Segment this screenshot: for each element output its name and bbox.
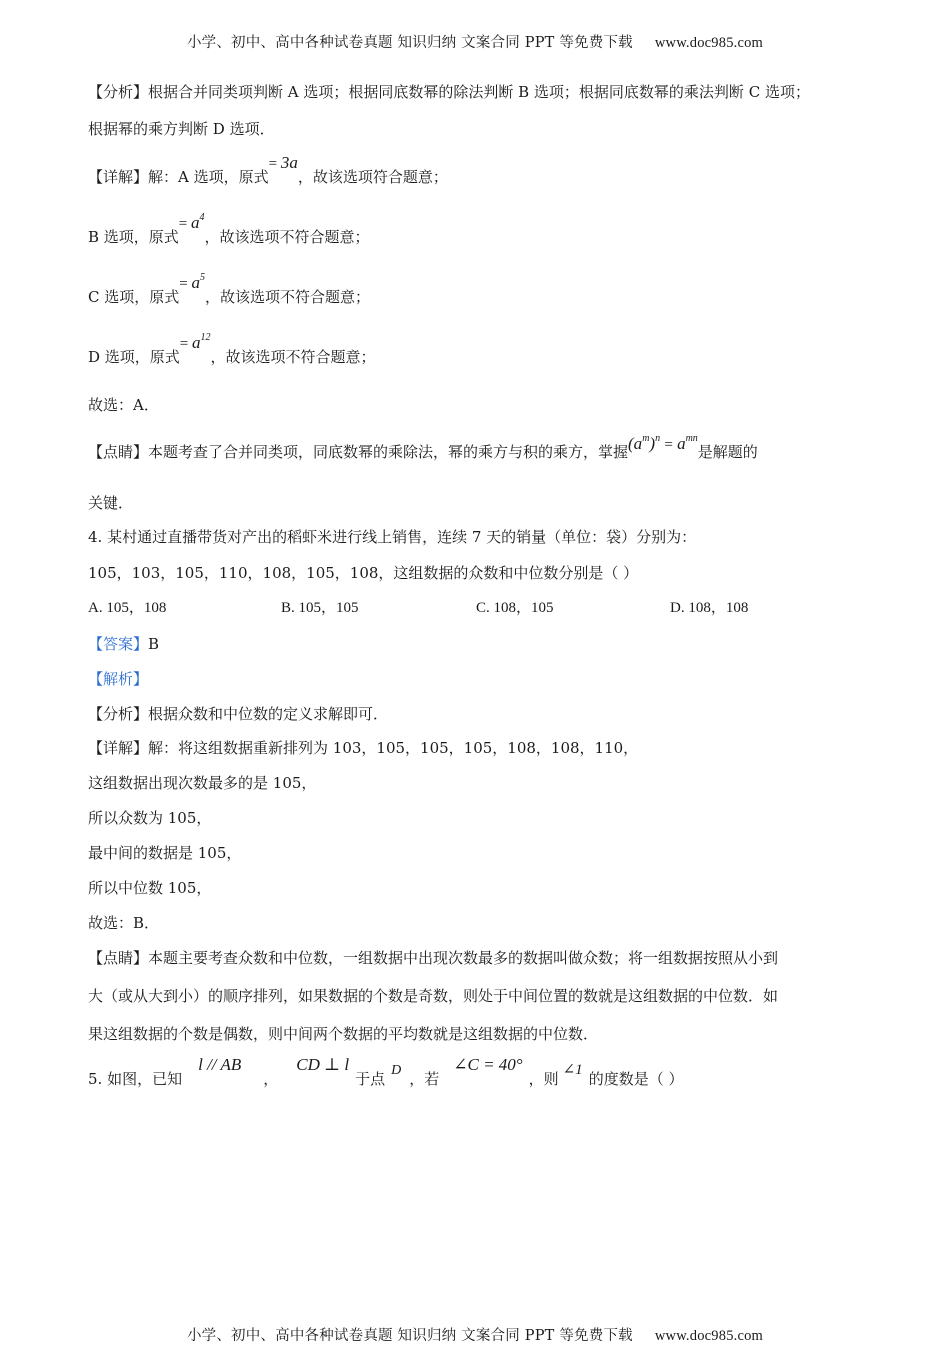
q5-math-point: D — [391, 1063, 402, 1078]
q5-math-parallel: l // AB — [198, 1055, 242, 1074]
q3-c-suffix: ，故该选项不符合题意； — [204, 288, 370, 306]
q4-stem-line2: 105，103，105，110，108，105，108，这组数据的众数和中位数分别是（ ） — [88, 564, 639, 582]
q3-math-c: = $a^5$ — [179, 272, 205, 292]
q5-math-perp: CD ⊥ l — [296, 1055, 350, 1074]
q3-comment-prefix: 【点睛】本题考查了合并同类项，同底数幂的乘除法，幂的乘方与积的乘方，掌握 — [88, 443, 629, 461]
q3-detail-prefix: 【详解】解：A 选项，原式 — [88, 168, 269, 186]
q4-option-c: C. 108，105 — [476, 600, 554, 616]
q4-answer-value: B — [148, 635, 160, 653]
q3-detail-a — [88, 153, 878, 188]
q5-mid2: ，若 — [409, 1070, 440, 1088]
q4-option-a: A. 105，108 — [88, 600, 167, 616]
q4-answer-label: 【答案】 — [88, 635, 149, 653]
q3-b-prefix: B 选项，原式 — [88, 228, 179, 246]
q4-option-d: D. 108，108 — [670, 600, 749, 616]
page-header — [0, 31, 950, 52]
header-site: www.doc985.com — [654, 35, 764, 51]
q4-comment-line3: 果这组数据的个数是偶数，则中间两个数据的平均数就是这组数据的中位数． — [88, 1025, 599, 1043]
footer-text: 小学、初中、高中各种试卷真题 知识归纳 文案合同 PPT 等免费下载 — [186, 1328, 633, 1344]
q4-option-b: B. 105，105 — [281, 600, 359, 616]
q3-analysis-line1: 【分析】根据合并同类项判断 A 选项；根据同底数幂的除法判断 B 选项；根据同底数幂的乘法判断 C 选项； — [88, 83, 810, 101]
q5-sep1: ， — [263, 1070, 279, 1088]
q3-c-prefix: C 选项，原式 — [88, 288, 180, 306]
q4-line-b: 所以众数为 105， — [88, 809, 212, 827]
q5-mid3: ，则 — [528, 1070, 559, 1088]
q5-stem — [88, 1055, 878, 1091]
q3-choose: 故选：A． — [88, 396, 159, 414]
q3-comment-end: 关键． — [88, 494, 134, 512]
q3-detail-a-suffix: ，故该选项符合题意； — [297, 168, 448, 186]
q4-line-a: 这组数据出现次数最多的是 105， — [88, 774, 317, 792]
q4-line-c: 最中间的数据是 105， — [88, 844, 242, 862]
q3-comment-suffix: 是解题的 — [697, 443, 758, 461]
q3-math-a: = 3a — [268, 153, 298, 172]
q5-prefix: 5. 如图，已知 — [88, 1070, 183, 1088]
q3-detail-b — [88, 212, 878, 250]
q4-answer — [88, 634, 878, 654]
q5-math-angle1: ∠1 — [562, 1062, 583, 1078]
q3-detail-c — [88, 272, 878, 310]
header-text: 小学、初中、高中各种试卷真题 知识归纳 文案合同 PPT 等免费下载 — [186, 35, 633, 51]
q4-jiexi-label: 【解析】 — [88, 670, 149, 688]
q5-math-angle: ∠C = 40° — [453, 1055, 523, 1074]
q4-analysis: 【分析】根据众数和中位数的定义求解即可． — [88, 705, 389, 723]
footer-site: www.doc985.com — [654, 1328, 764, 1344]
q4-detail: 【详解】解：将这组数据重新排列为 103，105，105，105，108，108，110， — [88, 739, 639, 757]
q3-math-b: = $a^4$ — [178, 212, 205, 232]
q3-comment-formula: $(a^m)^n = a^{mn}$ — [628, 433, 698, 453]
q4-choose: 故选：B． — [88, 914, 160, 932]
q3-d-prefix: D 选项，原式 — [88, 348, 180, 366]
q4-stem-line1: 4. 某村通过直播带货对产出的稻虾米进行线上销售，连续 7 天的销量（单位：袋）分别为： — [88, 528, 697, 546]
q4-comment-line2: 大（或从大到小）的顺序排列，如果数据的个数是奇数，则处于中间位置的数就是这组数据的中位数．如 — [88, 987, 779, 1005]
q3-b-suffix: ，故该选项不符合题意； — [204, 228, 370, 246]
q4-comment-line1: 【点睛】本题主要考查众数和中位数，一组数据中出现次数最多的数据叫做众数；将一组数据按照从小到 — [88, 949, 779, 967]
q3-detail-d — [88, 332, 878, 370]
page-footer — [0, 1324, 950, 1345]
q3-comment — [88, 433, 878, 465]
q5-suffix: 的度数是（ ） — [588, 1070, 684, 1088]
q3-math-d: = $a^{12}$ — [179, 332, 211, 352]
q5-mid: 于点 — [355, 1070, 386, 1088]
q3-analysis-line2: 根据幂的乘方判断 D 选项． — [88, 120, 275, 138]
q4-line-d: 所以中位数 105， — [88, 879, 212, 897]
q3-d-suffix: ，故该选项不符合题意； — [210, 348, 376, 366]
